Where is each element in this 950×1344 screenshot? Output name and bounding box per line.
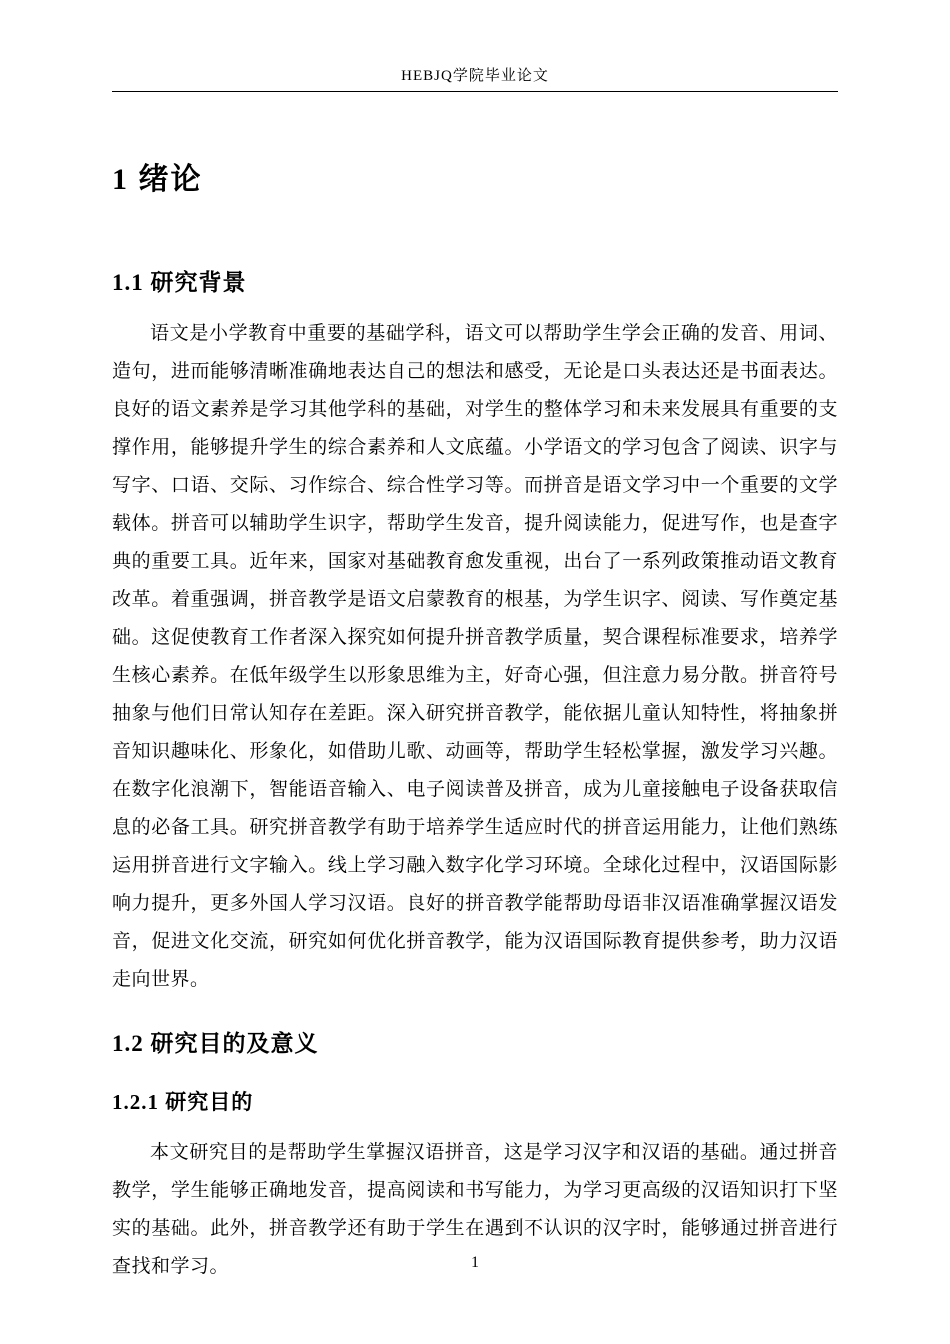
research-background-paragraph: 语文是小学教育中重要的基础学科，语文可以帮助学生学会正确的发音、用词、造句，进而能够清晰准确地表达自己的想法和感受，无论是口头表达还是书面表达。良好的语文素养是学习其他学科的基础，对学生的整体学习和未来发展具有重要的支撑作用，能够提升学生的综合素养和人文底蕴。小学语文的学习包含了阅读、识字与写字、口语、交际、习作综合、综合性学习等。而拼音是语文学习中一个重要的文学载体。拼音可以辅助学生识字，帮助学生发音，提升阅读能力，促进写作，也是查字典的重要工具。近年来，国家对基础教育愈发重视，出台了一系列政策推动语文教育改革。着重强调，拼音教学是语文启蒙教育的根基，为学生识字、阅读、写作奠定基础。这促使教育工作者深入探究如何提升拼音教学质量，契合课程标准要求，培养学生核心素养。在低年级学生以形象思维为主，好奇心强，但注意力易分散。拼音符号抽象与他们日常认知存在差距。深入研究拼音教学，能依据儿童认知特性，将抽象拼音知识趣味化、形象化，如借助儿歌、动画等，帮助学生轻松掌握，激发学习兴趣。在数字化浪潮下，智能语音输入、电子阅读普及拼音，成为儿童接触电子设备获取信息的必备工具。研究拼音教学有助于培养学生适应时代的拼音运用能力，让他们熟练运用拼音进行文字输入。线上学习融入数字化学习环境。全球化过程中，汉语国际影响力提升，更多外国人学习汉语。良好的拼音教学能帮助母语非汉语准确掌握汉语发音，促进文化交流，研究如何优化拼音教学，能为汉语国际教育提供参考，助力汉语走向世界。 [112, 323, 838, 990]
document-header: HEBJQ学院毕业论文 [112, 0, 838, 92]
page-number: 1 [471, 1254, 479, 1271]
chapter-heading: 1 绪论 [112, 163, 203, 196]
research-purpose-paragraph: 本文研究目的是帮助学生掌握汉语拼音，这是学习汉字和汉语的基础。通过拼音教学，学生能够正确地发音，提高阅读和书写能力，为学习更高级的汉语知识打下坚实的基础。此外，拼音教学还有助于学生在遇到不认识的汉字时，能够通过拼音进行查找和学习。 [112, 1142, 838, 1277]
section-heading-purpose-significance: 1.2 研究目的及意义 [112, 1031, 319, 1056]
subsection-heading-research-purpose: 1.2.1 研究目的 [112, 1090, 254, 1114]
section-heading-research-background: 1.1 研究背景 [112, 270, 247, 295]
